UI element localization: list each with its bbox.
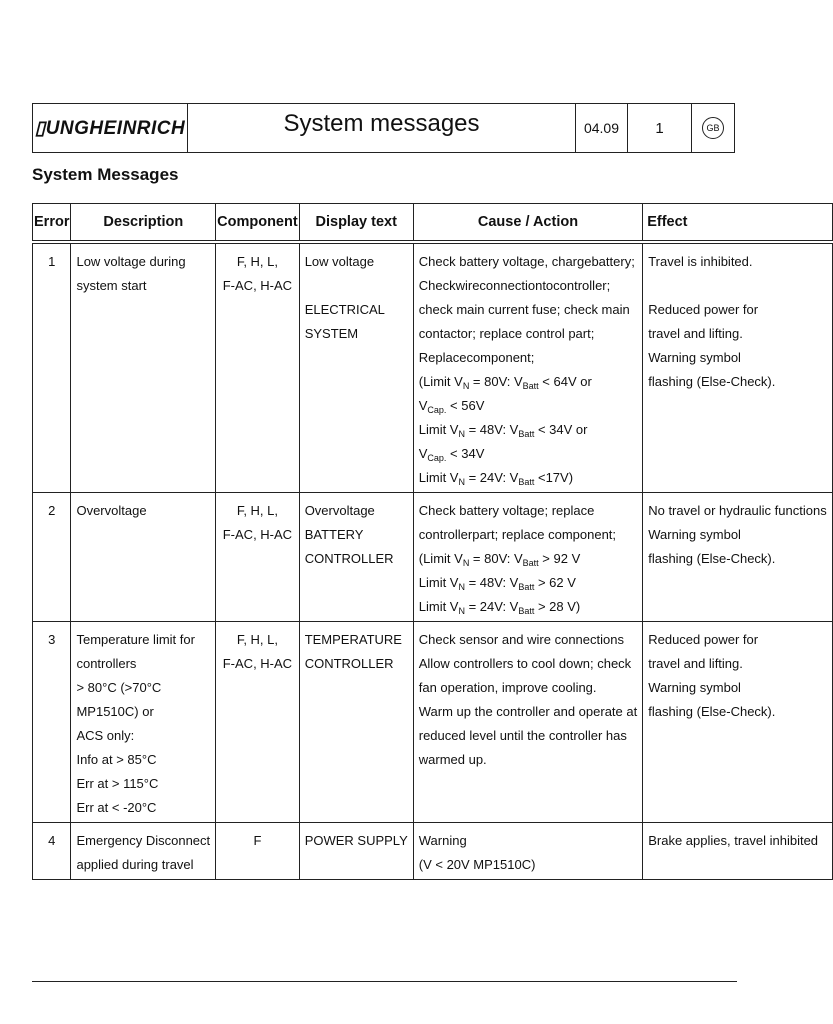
error-code-cell: 4	[33, 823, 71, 880]
description-cell	[71, 242, 216, 493]
effect-line: Warning symbol	[648, 680, 741, 695]
effect-line: Warning symbol	[648, 527, 741, 542]
display-line: POWER SUPPLY	[304, 833, 408, 848]
description-line: controllers	[76, 656, 137, 671]
display-line: CONTROLLER	[304, 551, 394, 566]
section-title: System Messages	[32, 165, 179, 184]
description-cell	[71, 823, 216, 880]
column-header-component: Component	[216, 204, 300, 243]
limit-text: V	[418, 446, 428, 461]
display-text-cell	[299, 823, 413, 880]
error-code-cell: 1	[33, 242, 71, 493]
line-gap	[648, 274, 826, 298]
component-line: F-AC, H-AC	[222, 656, 293, 671]
page-header	[32, 103, 735, 153]
table-body	[33, 242, 833, 880]
page-number: 1	[628, 104, 692, 152]
display-line: BATTERY	[304, 527, 364, 542]
component-line: F, H, L,	[236, 503, 278, 518]
limit-text: < 64V or	[538, 374, 592, 389]
subscript-text: Batt	[518, 477, 535, 487]
cause_text-line: Replacecomponent;	[418, 350, 535, 365]
subscript-text: N	[458, 477, 465, 487]
description-line: applied during travel	[76, 857, 194, 872]
limit-text: > 62 V	[534, 575, 576, 590]
description-line: Temperature limit for	[76, 632, 195, 647]
subscript-text: Batt	[522, 381, 539, 391]
description-cell	[71, 493, 216, 622]
display-line: ELECTRICAL	[304, 302, 385, 317]
cause_text-line: warmed up.	[418, 752, 487, 767]
system-messages-table	[32, 203, 833, 880]
voltage-limit-line	[419, 466, 637, 490]
subscript-text: Cap.	[427, 405, 447, 415]
display-line: CONTROLLER	[304, 656, 394, 671]
voltage-limit-line	[419, 418, 637, 442]
cause_text-line: Check sensor and wire connections	[418, 632, 624, 647]
table-row	[33, 823, 833, 880]
limit-text: = 24V: V	[464, 599, 519, 614]
component-line: F, H, L,	[236, 254, 278, 269]
limit-text: Limit V	[418, 470, 459, 485]
description-line: Emergency Disconnect	[76, 833, 211, 848]
subscript-text: N	[462, 381, 470, 391]
description-line: Overvoltage	[76, 503, 147, 518]
column-header-effect: Effect	[643, 204, 832, 243]
component-line: F, H, L,	[236, 632, 278, 647]
document-date: 04.09	[576, 104, 628, 152]
footer-divider	[32, 981, 737, 982]
subscript-text: N	[458, 429, 465, 439]
display-text-cell	[299, 242, 413, 493]
cause-action-cell	[413, 622, 642, 823]
description-line: Low voltage during	[76, 254, 186, 269]
component-line: F-AC, H-AC	[222, 278, 293, 293]
language-badge: GB	[702, 117, 724, 139]
subscript-text: Batt	[522, 558, 539, 568]
subscript-text: Cap.	[427, 453, 447, 463]
effect-line: Reduced power for	[648, 632, 759, 647]
document-title: System messages	[188, 104, 576, 152]
cause-action-cell	[413, 493, 642, 622]
cause_text-line: Warning	[418, 833, 467, 848]
cause_text-line: Check battery voltage; replace	[418, 503, 595, 518]
limit-text: = 80V: V	[469, 551, 523, 566]
limit-text: < 56V	[446, 398, 485, 413]
cause_text-line: contactor; replace control part;	[418, 326, 595, 341]
effect-line: No travel or hydraulic functions	[648, 503, 827, 518]
limit-text: = 24V: V	[464, 470, 519, 485]
component-cell	[216, 823, 300, 880]
cause_text-line: Check battery voltage, chargebattery;	[418, 254, 635, 269]
component-line: F	[253, 833, 262, 848]
cause-action-cell	[413, 823, 642, 880]
limit-text: < 34V	[446, 446, 485, 461]
cause_text-line: fan operation, improve cooling.	[418, 680, 597, 695]
column-header-description: Description	[71, 204, 216, 243]
component-cell	[216, 242, 300, 493]
limit-text: = 48V: V	[464, 422, 519, 437]
column-header-error: Error	[33, 204, 71, 243]
description-cell	[71, 622, 216, 823]
cause_text-line: Warm up the controller and operate at	[418, 704, 638, 719]
effect-line: Travel is inhibited.	[648, 254, 753, 269]
effect-line: Warning symbol	[648, 350, 741, 365]
component-cell	[216, 622, 300, 823]
cause_text-line: (V < 20V MP1510C)	[418, 857, 536, 872]
brand-logo: ▯UNGHEINRICH	[33, 104, 188, 152]
language-cell	[692, 104, 734, 152]
limit-text: = 80V: V	[469, 374, 523, 389]
display-line: SYSTEM	[304, 326, 359, 341]
display-line: Low voltage	[304, 254, 375, 269]
column-header-display-text: Display text	[299, 204, 413, 243]
effect-line: travel and lifting.	[648, 326, 743, 341]
description-line: > 80°C (>70°C	[76, 680, 162, 695]
effect-cell	[643, 242, 832, 493]
voltage-limit-line	[419, 394, 637, 418]
limit-text: <17V)	[534, 470, 574, 485]
voltage-limit-line	[419, 547, 637, 571]
cause_text-line: check main current fuse; check main	[418, 302, 630, 317]
effect-line: flashing (Else-Check).	[648, 374, 776, 389]
display-text-cell	[299, 622, 413, 823]
table-row	[33, 493, 833, 622]
cause_text-line: reduced level until the controller has	[418, 728, 627, 743]
display-line: TEMPERATURE	[304, 632, 402, 647]
limit-text: > 92 V	[538, 551, 581, 566]
column-header-cause-action: Cause / Action	[413, 204, 642, 243]
table-row	[33, 622, 833, 823]
voltage-limit-line	[419, 595, 637, 619]
description-line: ACS only:	[76, 728, 135, 743]
effect-cell	[643, 622, 832, 823]
subscript-text: N	[458, 582, 465, 592]
cause-action-cell	[413, 242, 642, 493]
limit-text: (Limit V	[418, 374, 463, 389]
effect-line: travel and lifting.	[648, 656, 743, 671]
effect-line: Brake applies, travel inhibited	[648, 833, 819, 848]
description-line: Err at > 115°C	[76, 776, 159, 791]
cause_text-line: Allow controllers to cool down; check	[418, 656, 632, 671]
component-cell	[216, 493, 300, 622]
effect-cell	[643, 493, 832, 622]
subscript-text: Batt	[518, 582, 535, 592]
description-line: system start	[76, 278, 147, 293]
subscript-text: N	[458, 606, 465, 616]
subscript-text: Batt	[518, 429, 535, 439]
display-text-cell	[299, 493, 413, 622]
cause_text-line: Checkwireconnectiontocontroller;	[418, 278, 611, 293]
voltage-limit-line	[419, 571, 637, 595]
subscript-text: N	[462, 558, 470, 568]
effect-line: flashing (Else-Check).	[648, 551, 776, 566]
limit-text: = 48V: V	[464, 575, 519, 590]
limit-text: Limit V	[418, 422, 459, 437]
subscript-text: Batt	[518, 606, 535, 616]
voltage-limit-line	[419, 370, 637, 394]
effect-line: Reduced power for	[648, 302, 759, 317]
voltage-limit-line	[419, 442, 637, 466]
component-line: F-AC, H-AC	[222, 527, 293, 542]
limit-text: Limit V	[418, 575, 459, 590]
display-line: Overvoltage	[304, 503, 375, 518]
description-line: MP1510C) or	[76, 704, 154, 719]
table-header-row	[33, 204, 833, 243]
limit-text: V	[418, 398, 428, 413]
error-code-cell: 3	[33, 622, 71, 823]
description-line: Err at < -20°C	[76, 800, 157, 815]
description-line: Info at > 85°C	[76, 752, 157, 767]
limit-text: < 34V or	[534, 422, 588, 437]
limit-text: Limit V	[418, 599, 459, 614]
limit-text: (Limit V	[418, 551, 463, 566]
line-gap	[305, 274, 408, 298]
table-row	[33, 242, 833, 493]
limit-text: > 28 V)	[534, 599, 581, 614]
cause_text-line: controllerpart; replace component;	[418, 527, 617, 542]
effect-line: flashing (Else-Check).	[648, 704, 776, 719]
effect-cell	[643, 823, 832, 880]
error-code-cell: 2	[33, 493, 71, 622]
